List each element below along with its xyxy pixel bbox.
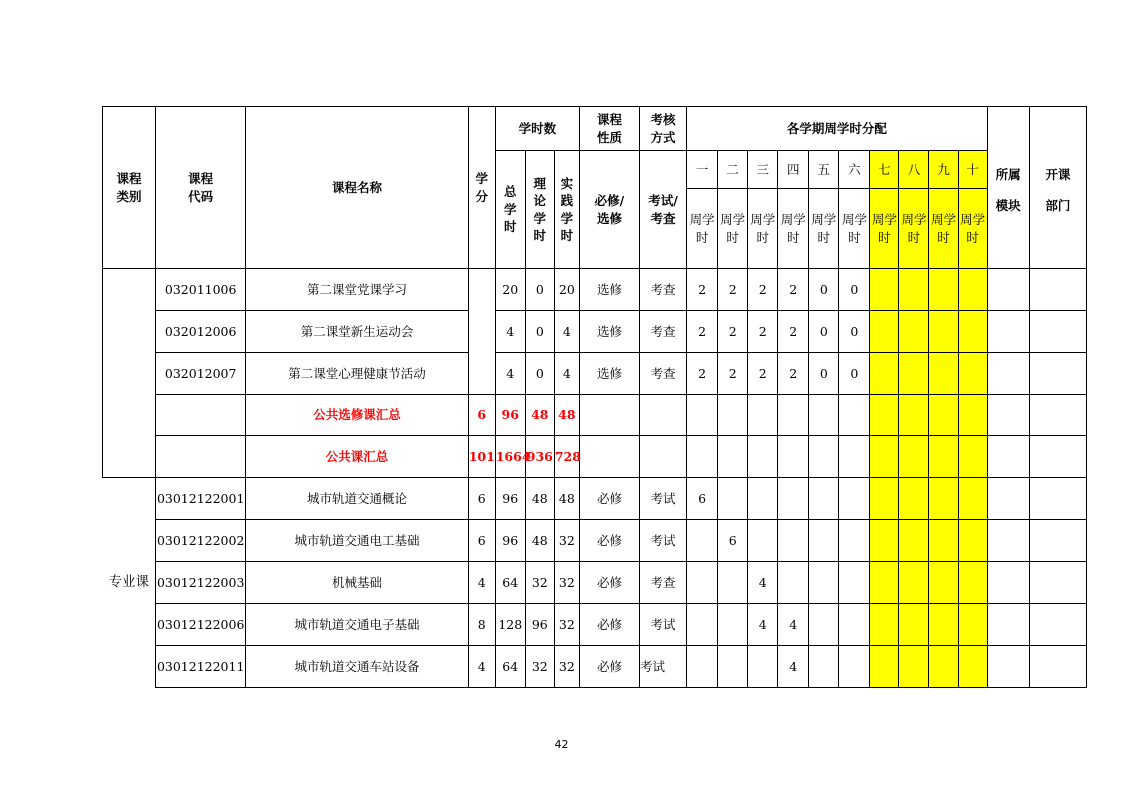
category-cell-blank xyxy=(103,395,156,436)
week-hours-s7 xyxy=(870,353,899,395)
course-code: 03012122006 xyxy=(156,604,246,646)
empty-cell xyxy=(899,436,929,478)
summary-credit: 101 xyxy=(468,436,495,478)
header-practice-hours: 实践学时 xyxy=(554,151,579,269)
theory-hours: 48 xyxy=(525,478,554,520)
week-hours-s10 xyxy=(958,478,987,520)
semester-6-unit: 周学时 xyxy=(839,189,870,269)
summary-total-hours: 96 xyxy=(495,395,525,436)
week-hours-s10 xyxy=(958,562,987,604)
module-cell xyxy=(987,269,1029,311)
course-code: 032012006 xyxy=(156,311,246,353)
header-theory-hours: 理论学时 xyxy=(525,151,554,269)
practice-hours: 4 xyxy=(554,311,579,353)
week-hours-s9 xyxy=(929,353,958,395)
table-row xyxy=(103,311,1087,353)
exam-type: 考查 xyxy=(640,353,687,395)
week-hours-s2: 2 xyxy=(718,353,748,395)
course-credit: 4 xyxy=(468,646,495,688)
total-hours: 96 xyxy=(495,478,525,520)
week-hours-s6: 0 xyxy=(839,311,870,353)
practice-hours: 32 xyxy=(554,604,579,646)
module-cell xyxy=(987,478,1029,520)
module-cell xyxy=(987,562,1029,604)
department-cell xyxy=(1029,311,1086,353)
theory-hours: 96 xyxy=(525,604,554,646)
week-hours-s2 xyxy=(718,646,748,688)
exam-type: 考查 xyxy=(640,269,687,311)
course-name: 城市轨道交通车站设备 xyxy=(246,646,468,688)
semester-1-unit: 周学时 xyxy=(687,189,718,269)
semester-3-unit: 周学时 xyxy=(748,189,778,269)
semester-1-label: 一 xyxy=(687,151,718,189)
semester-9-label: 九 xyxy=(929,151,958,189)
semester-3-label: 三 xyxy=(748,151,778,189)
table-row xyxy=(103,562,1087,604)
semester-2-unit: 周学时 xyxy=(718,189,748,269)
course-nature: 选修 xyxy=(579,311,639,353)
empty-cell xyxy=(987,395,1029,436)
total-hours: 128 xyxy=(495,604,525,646)
week-hours-s9 xyxy=(929,311,958,353)
empty-cell xyxy=(687,395,718,436)
header-name: 课程名称 xyxy=(246,107,468,269)
empty-cell xyxy=(778,395,809,436)
exam-type: 考查 xyxy=(640,311,687,353)
empty-cell xyxy=(778,436,809,478)
course-nature: 必修 xyxy=(579,478,639,520)
header-total-hours: 总学时 xyxy=(495,151,525,269)
course-credit xyxy=(468,269,495,395)
module-cell xyxy=(987,604,1029,646)
module-cell xyxy=(987,520,1029,562)
week-hours-s5: 0 xyxy=(809,311,839,353)
empty-cell xyxy=(579,395,639,436)
week-hours-s9 xyxy=(929,520,958,562)
header-nature-sub: 必修/选修 xyxy=(579,151,639,269)
week-hours-s6: 0 xyxy=(839,353,870,395)
week-hours-s6 xyxy=(839,562,870,604)
empty-cell xyxy=(1029,436,1086,478)
exam-type: 考查 xyxy=(640,562,687,604)
category-cell-blank xyxy=(103,269,156,395)
semester-10-label: 十 xyxy=(958,151,987,189)
theory-hours: 0 xyxy=(525,269,554,311)
module-cell xyxy=(987,311,1029,353)
week-hours-s1 xyxy=(687,646,718,688)
empty-cell xyxy=(1029,395,1086,436)
course-credit: 6 xyxy=(468,478,495,520)
week-hours-s10 xyxy=(958,520,987,562)
theory-hours: 32 xyxy=(525,562,554,604)
week-hours-s8 xyxy=(899,353,929,395)
course-name: 第二课堂新生运动会 xyxy=(246,311,468,353)
category-cell-blank xyxy=(103,436,156,478)
week-hours-s9 xyxy=(929,478,958,520)
course-nature: 必修 xyxy=(579,604,639,646)
course-code: 03012122011 xyxy=(156,646,246,688)
week-hours-s8 xyxy=(899,646,929,688)
summary-credit: 6 xyxy=(468,395,495,436)
week-hours-s2: 2 xyxy=(718,269,748,311)
week-hours-s5: 0 xyxy=(809,353,839,395)
week-hours-s10 xyxy=(958,311,987,353)
course-name: 城市轨道交通电工基础 xyxy=(246,520,468,562)
course-code: 03012122003 xyxy=(156,562,246,604)
week-hours-s2 xyxy=(718,562,748,604)
empty-cell xyxy=(809,436,839,478)
empty-cell xyxy=(870,436,899,478)
major-category-label: 专业课 xyxy=(103,478,156,688)
semester-7-unit: 周学时 xyxy=(870,189,899,269)
theory-hours: 48 xyxy=(525,520,554,562)
empty-cell xyxy=(718,395,748,436)
week-hours-s4 xyxy=(778,520,809,562)
course-credit: 4 xyxy=(468,562,495,604)
course-name: 城市轨道交通电子基础 xyxy=(246,604,468,646)
week-hours-s2 xyxy=(718,604,748,646)
week-hours-s3: 4 xyxy=(748,604,778,646)
summary-code-cell xyxy=(156,436,246,478)
department-cell xyxy=(1029,604,1086,646)
exam-type: 考试 xyxy=(640,646,687,688)
total-hours: 96 xyxy=(495,520,525,562)
semester-4-unit: 周学时 xyxy=(778,189,809,269)
week-hours-s10 xyxy=(958,269,987,311)
semester-10-unit: 周学时 xyxy=(958,189,987,269)
semester-8-label: 八 xyxy=(899,151,929,189)
week-hours-s3 xyxy=(748,646,778,688)
empty-cell xyxy=(748,395,778,436)
table-row xyxy=(103,269,1087,311)
summary-code-cell xyxy=(156,395,246,436)
summary-total-hours: 1664 xyxy=(495,436,525,478)
week-hours-s10 xyxy=(958,604,987,646)
summary-practice-hours: 728 xyxy=(554,436,579,478)
week-hours-s6 xyxy=(839,646,870,688)
course-nature: 选修 xyxy=(579,353,639,395)
week-hours-s3 xyxy=(748,478,778,520)
week-hours-s1: 2 xyxy=(687,311,718,353)
week-hours-s7 xyxy=(870,478,899,520)
week-hours-s5 xyxy=(809,646,839,688)
empty-cell xyxy=(839,395,870,436)
course-credit: 6 xyxy=(468,520,495,562)
table-row xyxy=(103,646,1087,688)
week-hours-s6 xyxy=(839,478,870,520)
exam-type: 考试 xyxy=(640,520,687,562)
semester-2-label: 二 xyxy=(718,151,748,189)
week-hours-s7 xyxy=(870,604,899,646)
header-department: 开课部门 xyxy=(1029,107,1086,269)
week-hours-s9 xyxy=(929,269,958,311)
empty-cell xyxy=(958,436,987,478)
empty-cell xyxy=(718,436,748,478)
course-nature: 必修 xyxy=(579,520,639,562)
summary-practice-hours: 48 xyxy=(554,395,579,436)
department-cell xyxy=(1029,520,1086,562)
course-credit: 8 xyxy=(468,604,495,646)
course-plan-table xyxy=(102,106,1087,688)
course-code: 03012122002 xyxy=(156,520,246,562)
week-hours-s4: 4 xyxy=(778,604,809,646)
week-hours-s8 xyxy=(899,520,929,562)
header-module: 所属模块 xyxy=(987,107,1029,269)
theory-hours: 0 xyxy=(525,311,554,353)
week-hours-s1 xyxy=(687,604,718,646)
practice-hours: 4 xyxy=(554,353,579,395)
header-row-1 xyxy=(103,107,1087,151)
semester-5-unit: 周学时 xyxy=(809,189,839,269)
week-hours-s5 xyxy=(809,604,839,646)
empty-cell xyxy=(579,436,639,478)
module-cell xyxy=(987,646,1029,688)
course-code: 032012007 xyxy=(156,353,246,395)
table-row xyxy=(103,520,1087,562)
week-hours-s4 xyxy=(778,562,809,604)
week-hours-s3: 2 xyxy=(748,353,778,395)
week-hours-s7 xyxy=(870,520,899,562)
module-cell xyxy=(987,353,1029,395)
header-exam-sub: 考试/考查 xyxy=(640,151,687,269)
page-number: 42 xyxy=(554,738,569,751)
empty-cell xyxy=(870,395,899,436)
week-hours-s5 xyxy=(809,520,839,562)
week-hours-s7 xyxy=(870,269,899,311)
practice-hours: 32 xyxy=(554,562,579,604)
course-code: 03012122001 xyxy=(156,478,246,520)
week-hours-s3: 4 xyxy=(748,562,778,604)
week-hours-s4: 2 xyxy=(778,311,809,353)
week-hours-s2: 6 xyxy=(718,520,748,562)
summary-theory-hours: 936 xyxy=(525,436,554,478)
week-hours-s9 xyxy=(929,646,958,688)
week-hours-s4: 4 xyxy=(778,646,809,688)
week-hours-s1 xyxy=(687,520,718,562)
semester-9-unit: 周学时 xyxy=(929,189,958,269)
week-hours-s3: 2 xyxy=(748,269,778,311)
week-hours-s1: 2 xyxy=(687,269,718,311)
header-credit: 学分 xyxy=(468,107,495,269)
department-cell xyxy=(1029,646,1086,688)
summary-label: 公共选修课汇总 xyxy=(246,395,468,436)
week-hours-s5 xyxy=(809,478,839,520)
table-row xyxy=(103,478,1087,520)
empty-cell xyxy=(687,436,718,478)
week-hours-s6: 0 xyxy=(839,269,870,311)
table-row xyxy=(103,604,1087,646)
week-hours-s1: 6 xyxy=(687,478,718,520)
practice-hours: 32 xyxy=(554,520,579,562)
week-hours-s4: 2 xyxy=(778,269,809,311)
empty-cell xyxy=(929,436,958,478)
empty-cell xyxy=(640,395,687,436)
department-cell xyxy=(1029,269,1086,311)
week-hours-s2: 2 xyxy=(718,311,748,353)
week-hours-s5: 0 xyxy=(809,269,839,311)
week-hours-s1: 2 xyxy=(687,353,718,395)
week-hours-s8 xyxy=(899,562,929,604)
header-semester-group: 各学期周学时分配 xyxy=(687,107,988,151)
week-hours-s9 xyxy=(929,604,958,646)
practice-hours: 20 xyxy=(554,269,579,311)
course-name: 机械基础 xyxy=(246,562,468,604)
week-hours-s7 xyxy=(870,646,899,688)
week-hours-s8 xyxy=(899,269,929,311)
semester-4-label: 四 xyxy=(778,151,809,189)
week-hours-s4 xyxy=(778,478,809,520)
semester-5-label: 五 xyxy=(809,151,839,189)
week-hours-s6 xyxy=(839,604,870,646)
total-hours: 4 xyxy=(495,353,525,395)
header-exam-top: 考核方式 xyxy=(640,107,687,151)
table-row xyxy=(103,353,1087,395)
department-cell xyxy=(1029,353,1086,395)
header-category: 课程类别 xyxy=(103,107,156,269)
semester-7-label: 七 xyxy=(870,151,899,189)
semester-6-label: 六 xyxy=(839,151,870,189)
empty-cell xyxy=(748,436,778,478)
summary-row xyxy=(103,436,1087,478)
course-nature: 必修 xyxy=(579,562,639,604)
week-hours-s8 xyxy=(899,478,929,520)
summary-row xyxy=(103,395,1087,436)
week-hours-s4: 2 xyxy=(778,353,809,395)
week-hours-s8 xyxy=(899,311,929,353)
week-hours-s2 xyxy=(718,478,748,520)
exam-type: 考试 xyxy=(640,604,687,646)
department-cell xyxy=(1029,562,1086,604)
course-name: 第二课堂心理健康节活动 xyxy=(246,353,468,395)
theory-hours: 32 xyxy=(525,646,554,688)
total-hours: 4 xyxy=(495,311,525,353)
theory-hours: 0 xyxy=(525,353,554,395)
week-hours-s7 xyxy=(870,562,899,604)
header-code: 课程代码 xyxy=(156,107,246,269)
week-hours-s6 xyxy=(839,520,870,562)
department-cell xyxy=(1029,478,1086,520)
week-hours-s10 xyxy=(958,646,987,688)
week-hours-s9 xyxy=(929,562,958,604)
week-hours-s3: 2 xyxy=(748,311,778,353)
course-nature: 选修 xyxy=(579,269,639,311)
empty-cell xyxy=(809,395,839,436)
course-code: 032011006 xyxy=(156,269,246,311)
week-hours-s10 xyxy=(958,353,987,395)
empty-cell xyxy=(929,395,958,436)
summary-theory-hours: 48 xyxy=(525,395,554,436)
week-hours-s3 xyxy=(748,520,778,562)
empty-cell xyxy=(987,436,1029,478)
practice-hours: 32 xyxy=(554,646,579,688)
week-hours-s5 xyxy=(809,562,839,604)
summary-label: 公共课汇总 xyxy=(246,436,468,478)
week-hours-s1 xyxy=(687,562,718,604)
practice-hours: 48 xyxy=(554,478,579,520)
total-hours: 64 xyxy=(495,562,525,604)
total-hours: 64 xyxy=(495,646,525,688)
course-name: 第二课堂党课学习 xyxy=(246,269,468,311)
course-nature: 必修 xyxy=(579,646,639,688)
header-hours-group: 学时数 xyxy=(495,107,579,151)
week-hours-s8 xyxy=(899,604,929,646)
week-hours-s7 xyxy=(870,311,899,353)
exam-type: 考试 xyxy=(640,478,687,520)
empty-cell xyxy=(839,436,870,478)
header-nature-top: 课程性质 xyxy=(579,107,639,151)
semester-8-unit: 周学时 xyxy=(899,189,929,269)
empty-cell xyxy=(958,395,987,436)
empty-cell xyxy=(899,395,929,436)
total-hours: 20 xyxy=(495,269,525,311)
empty-cell xyxy=(640,436,687,478)
course-name: 城市轨道交通概论 xyxy=(246,478,468,520)
